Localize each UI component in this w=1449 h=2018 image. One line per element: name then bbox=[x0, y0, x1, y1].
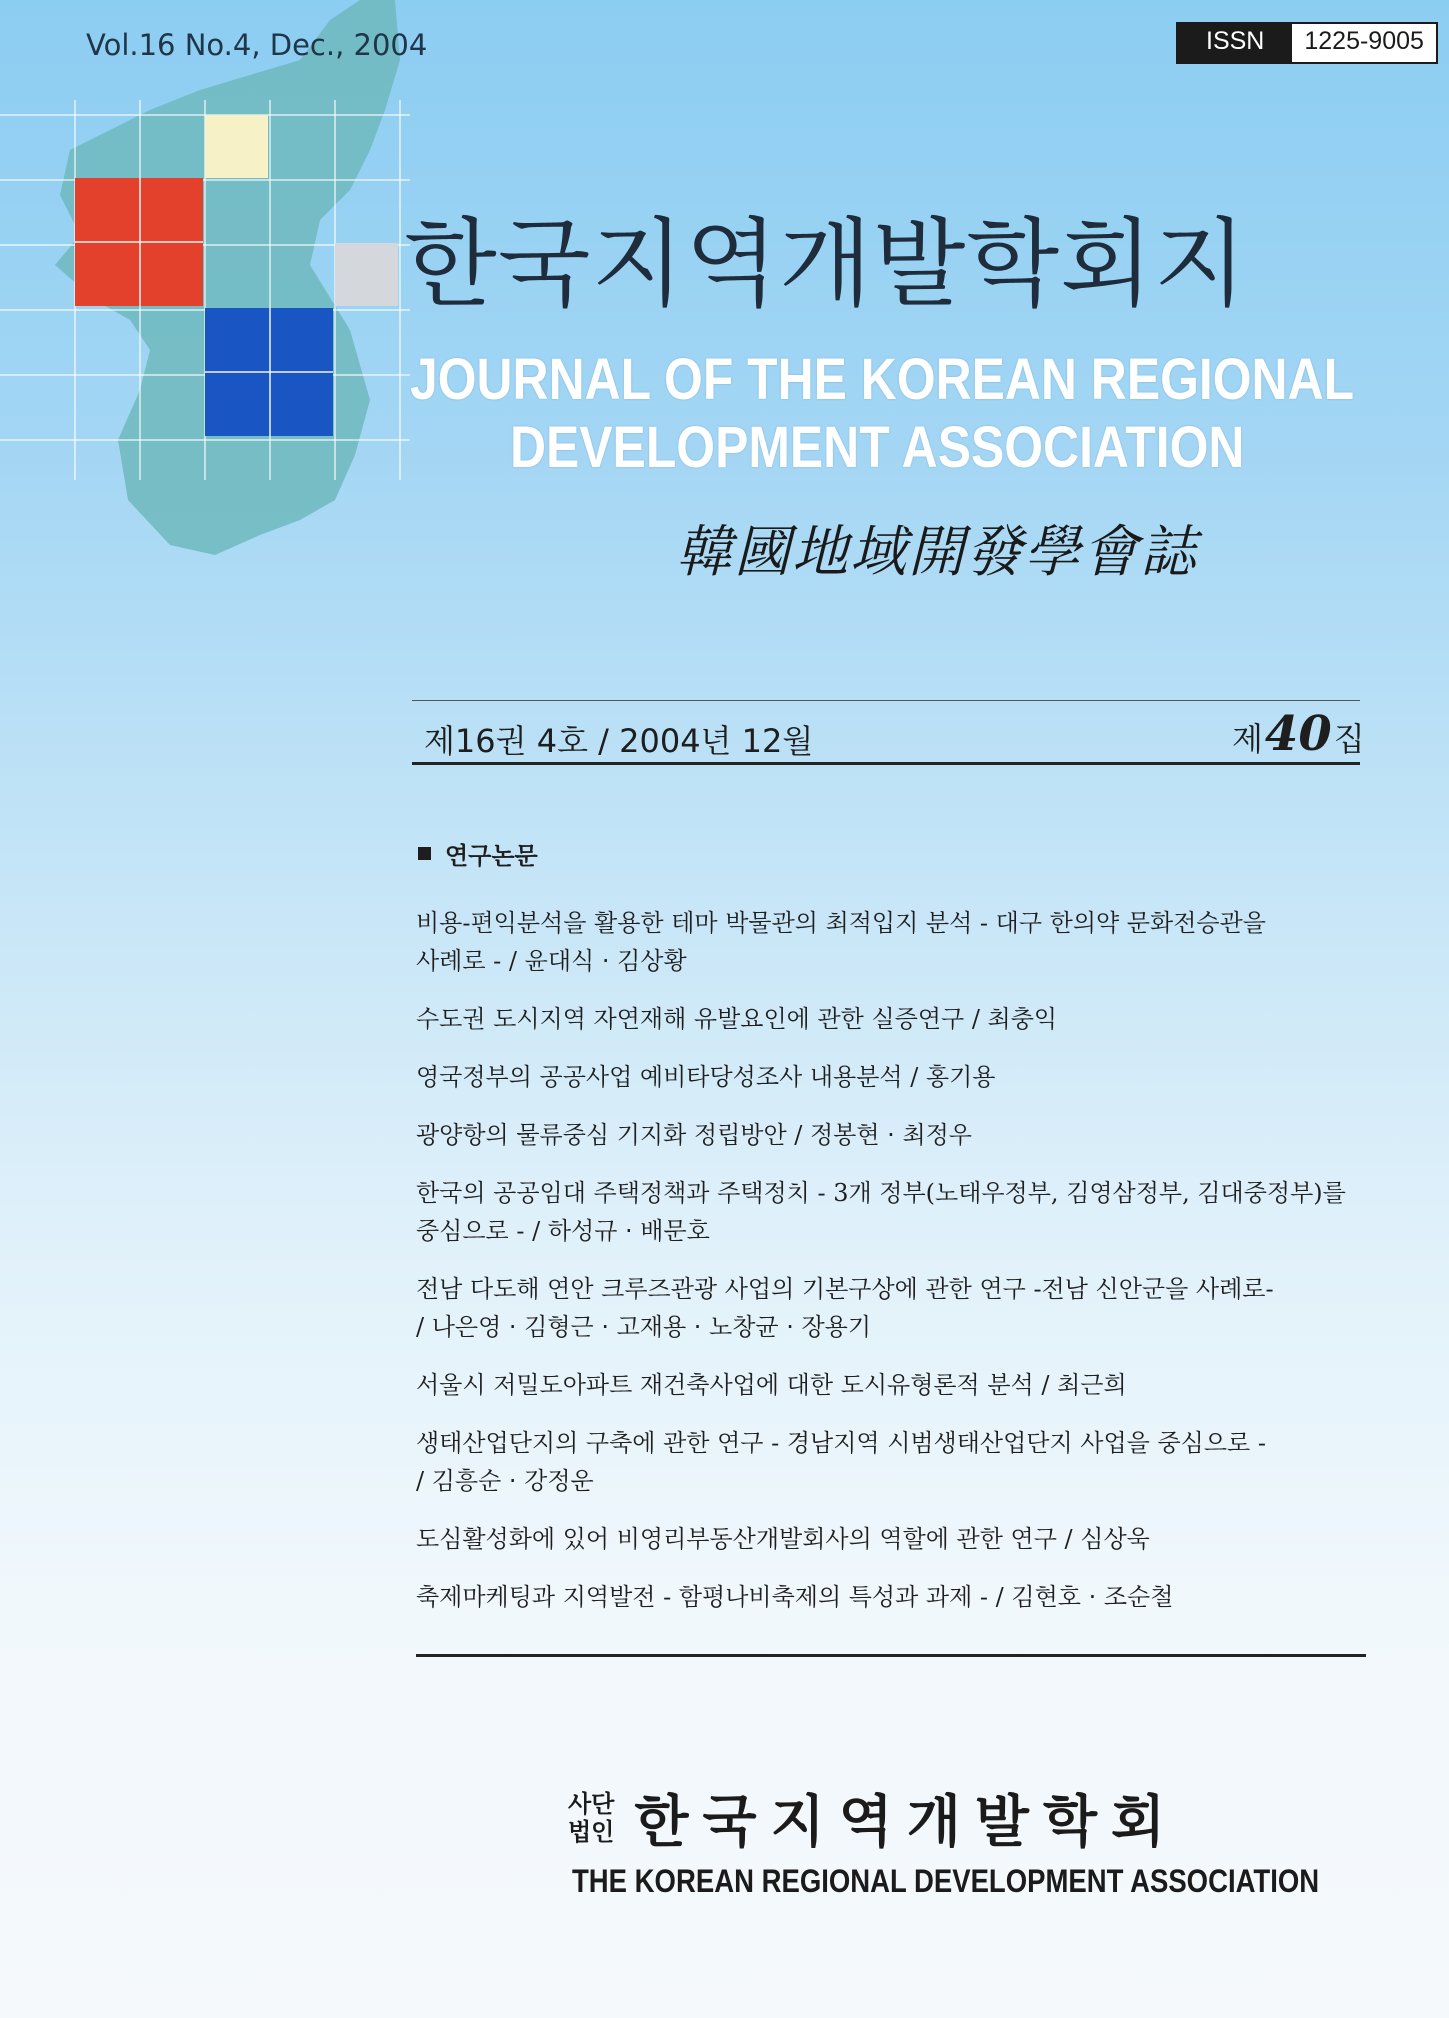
publisher-prefix-line1: 사단 bbox=[568, 1790, 615, 1818]
toc-line bbox=[416, 1308, 1376, 1346]
toc-line bbox=[416, 904, 1376, 942]
toc-entry bbox=[416, 1424, 1376, 1500]
toc-authors: 홍기용 bbox=[925, 1063, 996, 1091]
toc-line bbox=[416, 1058, 1376, 1096]
toc-authors: 나은영 · 김형근 · 고재용 · 노창균 · 장용기 bbox=[431, 1313, 872, 1341]
grid-white-cross bbox=[75, 241, 203, 243]
toc-entry bbox=[416, 904, 1376, 980]
toc-authors: 김흥순 · 강정운 bbox=[431, 1467, 594, 1495]
issue-info: 제16권 4호 / 2004년 12월 bbox=[424, 722, 814, 760]
publisher-name-english: THE KOREAN REGIONAL DEVELOPMENT ASSOCIATION bbox=[572, 1863, 1320, 1899]
publisher-prefix bbox=[568, 1790, 614, 1846]
toc-authors: 최충익 bbox=[987, 1005, 1058, 1033]
toc-authors: 윤대식 · 김상황 bbox=[524, 947, 687, 975]
toc-title: 사례로 - / bbox=[416, 947, 525, 975]
issue-number: 40 bbox=[1264, 706, 1332, 762]
issue-number-prefix: 제 bbox=[1232, 720, 1263, 758]
journal-title-hanja: 韓國地域開發學會誌 bbox=[676, 520, 1198, 585]
grid-white-cross bbox=[205, 371, 333, 373]
toc-title: 광양항의 물류중심 기지화 정립방안 / bbox=[416, 1121, 810, 1149]
issue-number-group bbox=[1232, 706, 1365, 762]
toc-title: 수도권 도시지역 자연재해 유발요인에 관한 실증연구 / bbox=[416, 1005, 988, 1033]
toc-title: / bbox=[416, 1313, 432, 1341]
issn-box bbox=[1176, 22, 1438, 64]
toc-entry bbox=[416, 1058, 1376, 1096]
issue-rule-top bbox=[412, 700, 1360, 701]
issn-number: 1225-9005 bbox=[1292, 24, 1436, 62]
toc-entry bbox=[416, 1520, 1376, 1558]
square-gray bbox=[335, 243, 398, 306]
toc-line bbox=[416, 1520, 1376, 1558]
toc-title: 중심으로 - / bbox=[416, 1217, 548, 1245]
publisher-prefix-line2: 법인 bbox=[568, 1818, 615, 1846]
publisher-block bbox=[568, 1778, 1179, 1858]
toc-title: 한국의 공공임대 주택정책과 주택정치 - 3개 정부(노태우정부, 김영삼정부, 김대중정부)를 bbox=[416, 1179, 1346, 1207]
toc-entry bbox=[416, 1174, 1376, 1250]
issue-rule-bottom bbox=[412, 762, 1360, 765]
toc-line bbox=[416, 942, 1376, 980]
toc-title: 축제마케팅과 지역발전 - 함평나비축제의 특성과 과제 - / bbox=[416, 1583, 1012, 1611]
toc-authors: 하성규 · 배문호 bbox=[547, 1217, 710, 1245]
toc-entry bbox=[416, 1270, 1376, 1346]
section-heading bbox=[418, 836, 538, 871]
square-cream bbox=[205, 115, 268, 178]
volume-line: Vol.16 No.4, Dec., 2004 bbox=[86, 28, 428, 62]
toc-line bbox=[416, 1212, 1376, 1250]
issue-number-suffix: 집 bbox=[1333, 720, 1365, 758]
toc-line bbox=[416, 1116, 1376, 1154]
toc-line bbox=[416, 1174, 1376, 1212]
toc-entry bbox=[416, 1116, 1376, 1154]
toc-authors: 김현호 · 조순철 bbox=[1011, 1583, 1174, 1611]
toc-entry bbox=[416, 1000, 1376, 1038]
toc-rule-bottom bbox=[416, 1654, 1366, 1657]
toc-authors: 최근희 bbox=[1057, 1371, 1127, 1399]
journal-title-english-line2: DEVELOPMENT ASSOCIATION bbox=[510, 415, 1245, 480]
publisher-name-korean: 한국지역개발학회 bbox=[634, 1790, 1180, 1855]
toc-line bbox=[416, 1270, 1376, 1308]
issn-label: ISSN bbox=[1178, 24, 1292, 62]
toc-title: 비용-편익분석을 활용한 테마 박물관의 최적입지 분석 - 대구 한의약 문화전승관을 bbox=[416, 909, 1266, 937]
toc-line bbox=[416, 1424, 1376, 1462]
toc-entry bbox=[416, 1578, 1376, 1616]
toc-line bbox=[416, 1462, 1376, 1500]
table-of-contents bbox=[416, 904, 1376, 1636]
journal-title-english-line1: JOURNAL OF THE KOREAN REGIONAL bbox=[410, 347, 1355, 412]
toc-entry bbox=[416, 1366, 1376, 1404]
toc-authors: 정봉현 · 최정우 bbox=[810, 1121, 972, 1149]
toc-title: 서울시 저밀도아파트 재건축사업에 대한 도시유형론적 분석 / bbox=[416, 1371, 1058, 1399]
toc-title: 생태산업단지의 구축에 관한 연구 - 경남지역 시범생태산업단지 사업을 중심으로 - bbox=[416, 1429, 1266, 1457]
toc-line bbox=[416, 1578, 1376, 1616]
toc-line bbox=[416, 1000, 1376, 1038]
section-heading-label: 연구논문 bbox=[445, 842, 538, 870]
toc-authors: 심상욱 bbox=[1080, 1525, 1150, 1553]
journal-title-korean: 한국지역개발학회지 bbox=[404, 208, 1248, 320]
toc-title: 영국정부의 공공사업 예비타당성조사 내용분석 / bbox=[416, 1063, 926, 1091]
toc-title: 전남 다도해 연안 크루즈관광 사업의 기본구상에 관한 연구 -전남 신안군을 사례로- bbox=[416, 1275, 1274, 1303]
toc-title: / bbox=[416, 1467, 432, 1495]
toc-title: 도심활성화에 있어 비영리부동산개발회사의 역할에 관한 연구 / bbox=[416, 1525, 1081, 1553]
square-bullet-icon bbox=[418, 847, 431, 860]
toc-line bbox=[416, 1366, 1376, 1404]
